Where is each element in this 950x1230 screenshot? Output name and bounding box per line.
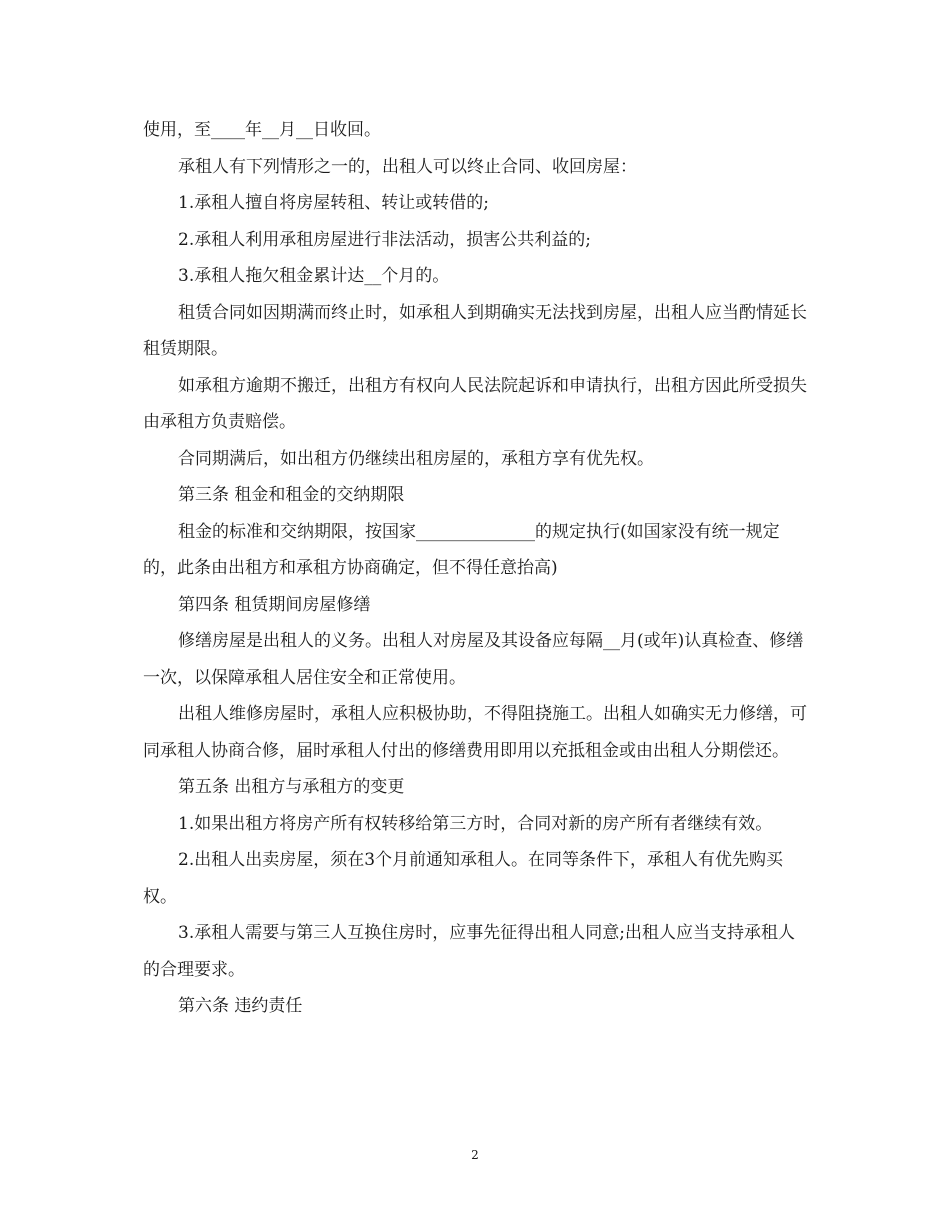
list-item: 3.承租人需要与第三人互换住房时，应事先征得出租人同意;出租人应当支持承租人的合理要求。 (143, 923, 795, 980)
list-item: 1.如果出租方将房产所有权转移给第三方时，合同对新的房产所有者继续有效。 (178, 813, 773, 834)
paragraph: 修缮房屋是出租人的义务。出租人对房屋及其设备应每隔__月(或年)认真检查、修缮一次，以保障承租人居住安全和正常使用。 (143, 631, 804, 688)
paragraph: 承租人有下列情形之一的，出租人可以终止合同、收回房屋： (178, 156, 637, 177)
list-item: 2.承租人利用承租房屋进行非法活动，损害公共利益的; (178, 229, 591, 250)
section-heading: 第四条 租赁期间房屋修缮 (178, 594, 371, 615)
paragraph: 租金的标准和交纳期限，按国家______________的规定执行(如国家没有统一规定的，此条由出租方和承租方协商确定，但不得任意抬高) (143, 521, 780, 578)
document-body (143, 112, 809, 1025)
list-item: 1.承租人擅自将房屋转租、转让或转借的; (178, 193, 489, 213)
page-number: 2 (471, 1148, 479, 1162)
section-heading: 第三条 租金和租金的交纳期限 (178, 485, 405, 505)
list-item: 3.承租人拖欠租金累计达__个月的。 (178, 266, 450, 286)
section-heading: 第五条 出租方与承租方的变更 (178, 777, 405, 797)
paragraph: 使用，至____年__月__日收回。 (143, 120, 381, 140)
paragraph: 租赁合同如因期满而终止时，如承租人到期确实无法找到房屋，出租人应当酌情延长租赁期限。 (143, 302, 807, 359)
paragraph: 如承租方逾期不搬迁，出租方有权向人民法院起诉和申请执行，出租方因此所受损失由承租方负责赔偿。 (143, 375, 807, 432)
paragraph: 出租人维修房屋时，承租人应积极协助，不得阻挠施工。出租人如确实无力修缮，可同承租人协商合修，届时承租人付出的修缮费用即用以充抵租金或由出租人分期偿还。 (143, 704, 807, 761)
list-item: 2.出租人出卖房屋，须在3个月前通知承租人。在同等条件下，承租人有优先购买权。 (143, 850, 784, 907)
paragraph: 合同期满后，如出租方仍继续出租房屋的，承租方享有优先权。 (178, 448, 654, 469)
section-heading: 第六条 违约责任 (178, 996, 303, 1016)
